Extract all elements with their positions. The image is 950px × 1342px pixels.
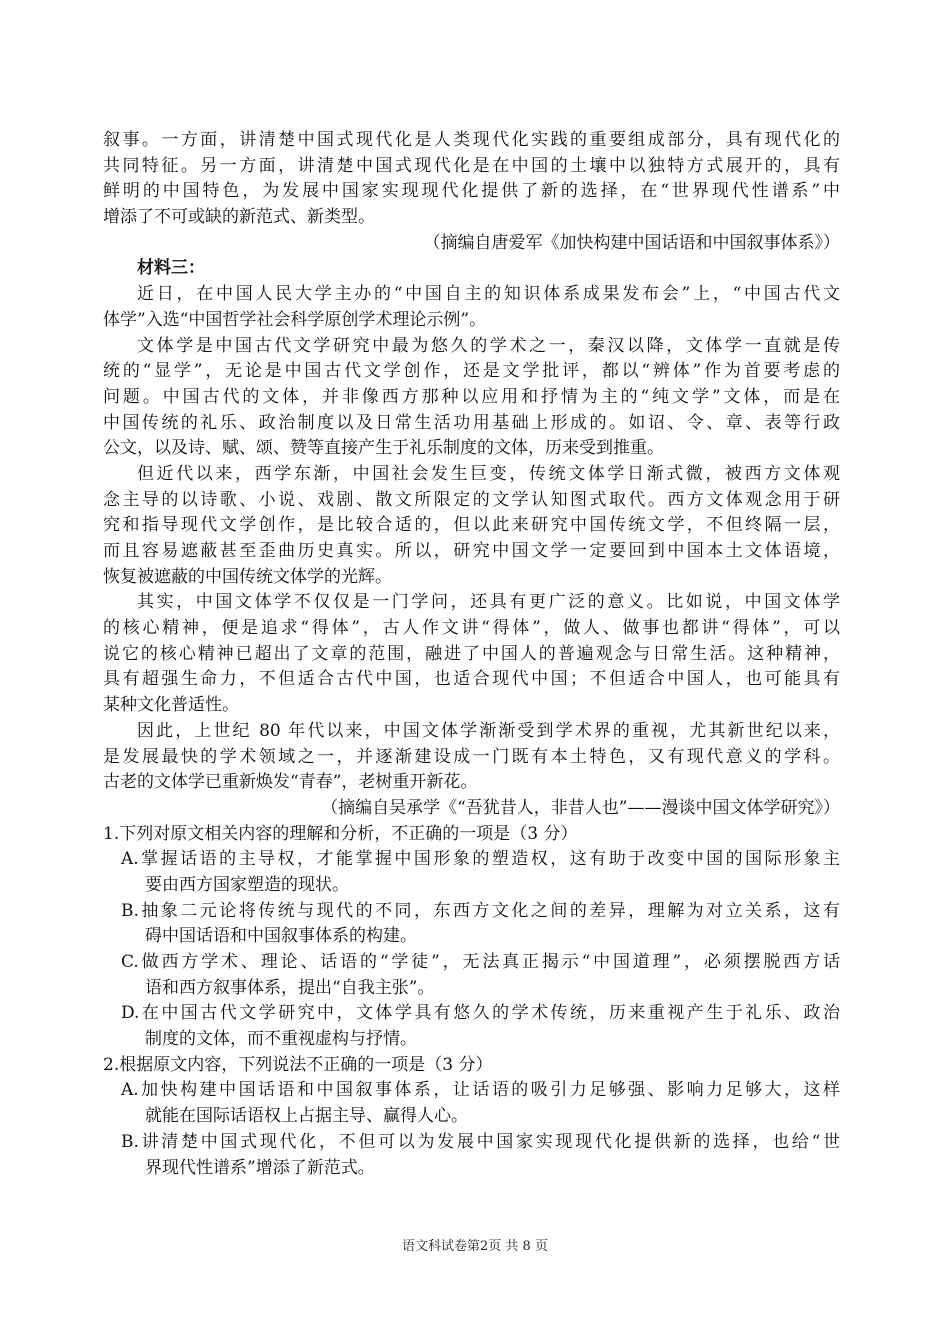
- text-line: 近日，在中国人民大学主办的“中国自主的知识体系成果发布会”上，“中国古代文: [137, 284, 840, 305]
- text-line: 而且容易遮蔽甚至歪曲历史真实。所以，研究中国文学一定要回到中国本土文体语境，: [103, 541, 840, 561]
- option-a-cont: 要由西方国家塑造的现状。: [145, 874, 349, 895]
- text-line: 恢复被遮蔽的中国传统文体学的光辉。: [103, 566, 392, 587]
- text-line: 的核心精神，便是追求“得体”，古人作文讲“得体”，做人、做事也都讲“得体”，可以: [103, 618, 840, 639]
- text-line: 增添了不可或缺的新范式、新类型。: [103, 207, 375, 228]
- text-line: 文体学是中国古代文学研究中最为悠久的学术之一，秦汉以降，文体学一直就是传: [137, 335, 840, 356]
- material3-paragraph-4: [103, 590, 840, 718]
- exam-page-body: [103, 128, 840, 1181]
- option-a: A.加快构建中国话语和中国叙事体系，让话语的吸引力足够强、影响力足够大，这样: [121, 1080, 840, 1101]
- text-line: 共同特征。另一方面，讲清楚中国式现代化是在中国的土壤中以独特方式展开的，具有: [103, 155, 840, 176]
- material2-source: （摘编自唐爱军《加快构建中国话语和中国叙事体系》）: [423, 232, 840, 253]
- text-line: 古老的文体学已重新焕发“青春”，老树重开新花。: [103, 772, 478, 793]
- material3-paragraph-5: [103, 719, 840, 796]
- question-stem: 2.根据原文内容，下列说法不正确的一项是（3 分）: [103, 1054, 493, 1075]
- text-line: 问题。中国古代的文体，并非像西方那种以应用和抒情为主的“纯文学”文体，而是在: [103, 386, 840, 407]
- material3-source: （摘编自吴承学《“吾犹昔人，非昔人也”——漫谈中国文体学研究》）: [321, 797, 840, 818]
- option-b: B.讲清楚中国式现代化，不但可以为发展中国家实现现代化提供新的选择，也给“世: [121, 1131, 840, 1152]
- text-line: 统的“显学”，无论是中国古代文学创作，还是文学批评，都以“辨体”作为首要考虑的: [103, 361, 840, 382]
- option-d: D.在中国古代文学研究中，文体学具有悠久的学术传统，历来重视产生于礼乐、政治: [121, 1003, 840, 1024]
- text-line: 某种文化普适性。: [103, 695, 239, 716]
- text-line: 说它的核心精神已超出了文章的范围，融进了中国人的普遍观念与日常生活。这种精神，: [103, 643, 840, 664]
- material3-paragraph-1: [103, 282, 840, 333]
- material3-paragraph-2: [103, 334, 840, 462]
- material3-paragraph-3: [103, 462, 840, 590]
- question-stem: 1.下列对原文相关内容的理解和分析，不正确的一项是（3 分）: [103, 823, 578, 844]
- option-c: C.做西方学术、理论、话语的“学徒”，无法真正揭示“中国道理”，必须摆脱西方话: [121, 952, 840, 972]
- option-b-cont: 界现代性谱系”增添了新范式。: [145, 1157, 375, 1178]
- page-footer: 语文科试卷第2页 共 8 页: [402, 1239, 548, 1254]
- option-d-cont: 制度的文体，而不重视虚构与抒情。: [145, 1029, 417, 1050]
- text-line: 是发展最快的学术领域之一，并逐渐建设成一门既有本土特色，又有现代意义的学科。: [103, 746, 840, 767]
- option-a: A.掌握话语的主导权，才能掌握中国形象的塑造权，这有助于改变中国的国际形象主: [121, 849, 840, 870]
- material2-tail: [103, 128, 840, 231]
- material3-heading: 材料三：: [137, 258, 205, 279]
- text-line: 但近代以来，西学东渐，中国社会发生巨变，传统文体学日渐式微，被西方文体观: [137, 463, 840, 484]
- question-1: [103, 822, 840, 1053]
- text-line: 中国传统的礼乐、政治制度以及日常生活功用基础上形成的。如诏、令、章、表等行政: [103, 412, 840, 433]
- option-c-cont: 语和西方叙事体系，提出“自我主张”。: [145, 977, 435, 998]
- text-line: 公文，以及诗、赋、颂、赞等直接产生于礼乐制度的文体，历来受到推重。: [103, 438, 664, 459]
- text-line: 究和指导现代文学创作，是比较合适的，但以此来研究中国传统文学，不但终隔一层，: [103, 515, 840, 536]
- question-2: [103, 1053, 840, 1181]
- text-line: 其实，中国文体学不仅仅是一门学问，还具有更广泛的意义。比如说，中国文体学: [137, 592, 840, 613]
- option-a-cont: 就能在国际话语权上占据主导、赢得人心。: [145, 1106, 468, 1127]
- text-line: 具有超强生命力，不但适合古代中国，也适合现代中国；不但适合中国人，也可能具有: [103, 669, 840, 690]
- text-line: 因此，上世纪 80 年代以来，中国文体学渐渐受到学术界的重视，尤其新世纪以来，: [137, 720, 840, 741]
- text-line: 体学”入选“中国哲学社会科学原创学术理论示例”。: [103, 309, 487, 330]
- text-line: 鲜明的中国特色，为发展中国家实现现代化提供了新的选择，在“世界现代性谱系”中: [103, 181, 840, 202]
- option-b: B.抽象二元论将传统与现代的不同，东西方文化之间的差异，理解为对立关系，这有: [121, 900, 840, 921]
- option-b-cont: 碍中国话语和中国叙事体系的构建。: [145, 926, 417, 947]
- text-line: 叙事。一方面，讲清楚中国式现代化是人类现代化实践的重要组成部分，具有现代化的: [103, 130, 840, 150]
- text-line: 念主导的以诗歌、小说、戏剧、散文所限定的文学认知图式取代。西方文体观念用于研: [103, 489, 840, 510]
